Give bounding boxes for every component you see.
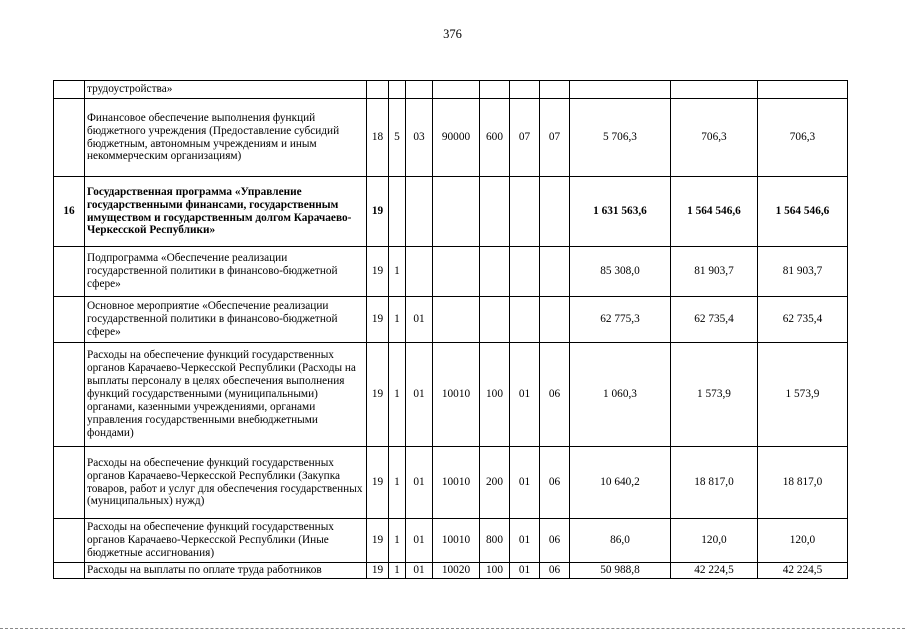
amount-cell: 1 631 563,6 [570, 177, 671, 247]
amount-cell: 62 775,3 [570, 297, 671, 343]
amount-cell: 5 706,3 [570, 99, 671, 177]
code-cell [389, 177, 406, 247]
code-cell: 01 [510, 343, 540, 447]
amount-cell: 81 903,7 [758, 247, 848, 297]
table-row [54, 519, 848, 563]
code-cell: 06 [540, 447, 570, 519]
code-cell: 19 [367, 297, 389, 343]
code-cell: 01 [510, 519, 540, 563]
code-cell: 1 [389, 519, 406, 563]
code-cell: 01 [510, 447, 540, 519]
code-cell [480, 247, 510, 297]
amount-cell: 50 988,8 [570, 563, 671, 579]
code-cell: 06 [540, 519, 570, 563]
description-cell: Финансовое обеспечение выполнения функций бюджетного учреждения (Предоставление субсидий бюджетным, автономным учреждениям и иным некоммерческим организациям) [85, 99, 367, 177]
code-cell: 01 [406, 519, 433, 563]
code-cell [540, 81, 570, 99]
code-cell [540, 177, 570, 247]
description-cell: Расходы на выплаты по оплате труда работников [85, 563, 367, 579]
code-cell: 18 [367, 99, 389, 177]
row-number-cell: 16 [54, 177, 85, 247]
code-cell: 5 [389, 99, 406, 177]
code-cell [433, 177, 480, 247]
amount-cell: 120,0 [671, 519, 758, 563]
row-number-cell [54, 99, 85, 177]
code-cell: 100 [480, 343, 510, 447]
amount-cell: 120,0 [758, 519, 848, 563]
code-cell: 800 [480, 519, 510, 563]
amount-cell: 18 817,0 [671, 447, 758, 519]
code-cell: 1 [389, 297, 406, 343]
code-cell: 01 [406, 563, 433, 579]
table-row [54, 343, 848, 447]
row-number-cell [54, 519, 85, 563]
description-cell: Государственная программа «Управление государственными финансами, государственным имуществом и государственным долгом Карачаево-Черкесской Республики» [85, 177, 367, 247]
description-cell: трудоустройства» [85, 81, 367, 99]
code-cell: 19 [367, 563, 389, 579]
code-cell: 07 [540, 99, 570, 177]
code-cell: 06 [540, 343, 570, 447]
code-cell [389, 81, 406, 99]
amount-cell: 81 903,7 [671, 247, 758, 297]
description-cell: Расходы на обеспечение функций государственных органов Карачаево-Черкесской Республики (Расходы на выплаты персоналу в целях обеспечения выполнения функций государственными (муниципальными) органами, казенными учреждениями, органами управления государственными внебюджетными фондами) [85, 343, 367, 447]
table-row [54, 247, 848, 297]
code-cell [510, 177, 540, 247]
amount-cell: 1 564 546,6 [758, 177, 848, 247]
code-cell [406, 177, 433, 247]
code-cell: 01 [406, 297, 433, 343]
budget-table [53, 80, 848, 579]
code-cell [540, 297, 570, 343]
code-cell: 19 [367, 177, 389, 247]
amount-cell: 62 735,4 [758, 297, 848, 343]
amount-cell: 42 224,5 [671, 563, 758, 579]
row-number-cell [54, 447, 85, 519]
code-cell [433, 81, 480, 99]
description-cell: Расходы на обеспечение функций государственных органов Карачаево-Черкесской Республики (Иные бюджетные ассигнования) [85, 519, 367, 563]
code-cell [510, 297, 540, 343]
code-cell [406, 247, 433, 297]
code-cell: 06 [540, 563, 570, 579]
amount-cell: 1 564 546,6 [671, 177, 758, 247]
code-cell: 90000 [433, 99, 480, 177]
code-cell: 19 [367, 447, 389, 519]
amount-cell: 1 573,9 [758, 343, 848, 447]
amount-cell [758, 81, 848, 99]
amount-cell: 1 573,9 [671, 343, 758, 447]
table-row [54, 81, 848, 99]
code-cell [510, 81, 540, 99]
code-cell [480, 177, 510, 247]
amount-cell: 706,3 [758, 99, 848, 177]
table-row [54, 297, 848, 343]
code-cell [433, 247, 480, 297]
code-cell: 07 [510, 99, 540, 177]
code-cell: 10020 [433, 563, 480, 579]
code-cell: 19 [367, 343, 389, 447]
amount-cell: 86,0 [570, 519, 671, 563]
amount-cell: 62 735,4 [671, 297, 758, 343]
code-cell: 600 [480, 99, 510, 177]
code-cell: 1 [389, 247, 406, 297]
code-cell [406, 81, 433, 99]
code-cell: 10010 [433, 343, 480, 447]
table-row [54, 99, 848, 177]
code-cell: 10010 [433, 447, 480, 519]
page-number: 376 [443, 27, 462, 41]
code-cell [367, 81, 389, 99]
code-cell: 1 [389, 447, 406, 519]
code-cell: 1 [389, 563, 406, 579]
amount-cell: 18 817,0 [758, 447, 848, 519]
code-cell [433, 297, 480, 343]
code-cell: 03 [406, 99, 433, 177]
amount-cell: 42 224,5 [758, 563, 848, 579]
code-cell: 1 [389, 343, 406, 447]
code-cell: 01 [406, 343, 433, 447]
row-number-cell [54, 247, 85, 297]
row-number-cell [54, 81, 85, 99]
code-cell: 100 [480, 563, 510, 579]
table-body [54, 81, 848, 579]
amount-cell: 706,3 [671, 99, 758, 177]
description-cell: Расходы на обеспечение функций государственных органов Карачаево-Черкесской Республики (Закупка товаров, работ и услуг для обеспечения государственных (муниципальных) нужд) [85, 447, 367, 519]
code-cell: 01 [510, 563, 540, 579]
row-number-cell [54, 297, 85, 343]
amount-cell: 10 640,2 [570, 447, 671, 519]
code-cell [480, 81, 510, 99]
amount-cell: 1 060,3 [570, 343, 671, 447]
description-cell: Подпрограмма «Обеспечение реализации государственной политики в финансово-бюджетной сфере» [85, 247, 367, 297]
amount-cell [671, 81, 758, 99]
code-cell [540, 247, 570, 297]
code-cell: 19 [367, 519, 389, 563]
page-bottom-rule [0, 628, 905, 629]
amount-cell [570, 81, 671, 99]
table-row-program [54, 177, 848, 247]
description-cell: Основное мероприятие «Обеспечение реализации государственной политики в финансово-бюджетной сфере» [85, 297, 367, 343]
code-cell: 10010 [433, 519, 480, 563]
code-cell: 01 [406, 447, 433, 519]
amount-cell: 85 308,0 [570, 247, 671, 297]
code-cell: 200 [480, 447, 510, 519]
row-number-cell [54, 343, 85, 447]
code-cell [480, 297, 510, 343]
code-cell: 19 [367, 247, 389, 297]
code-cell [510, 247, 540, 297]
row-number-cell [54, 563, 85, 579]
table-row [54, 563, 848, 579]
table-row [54, 447, 848, 519]
